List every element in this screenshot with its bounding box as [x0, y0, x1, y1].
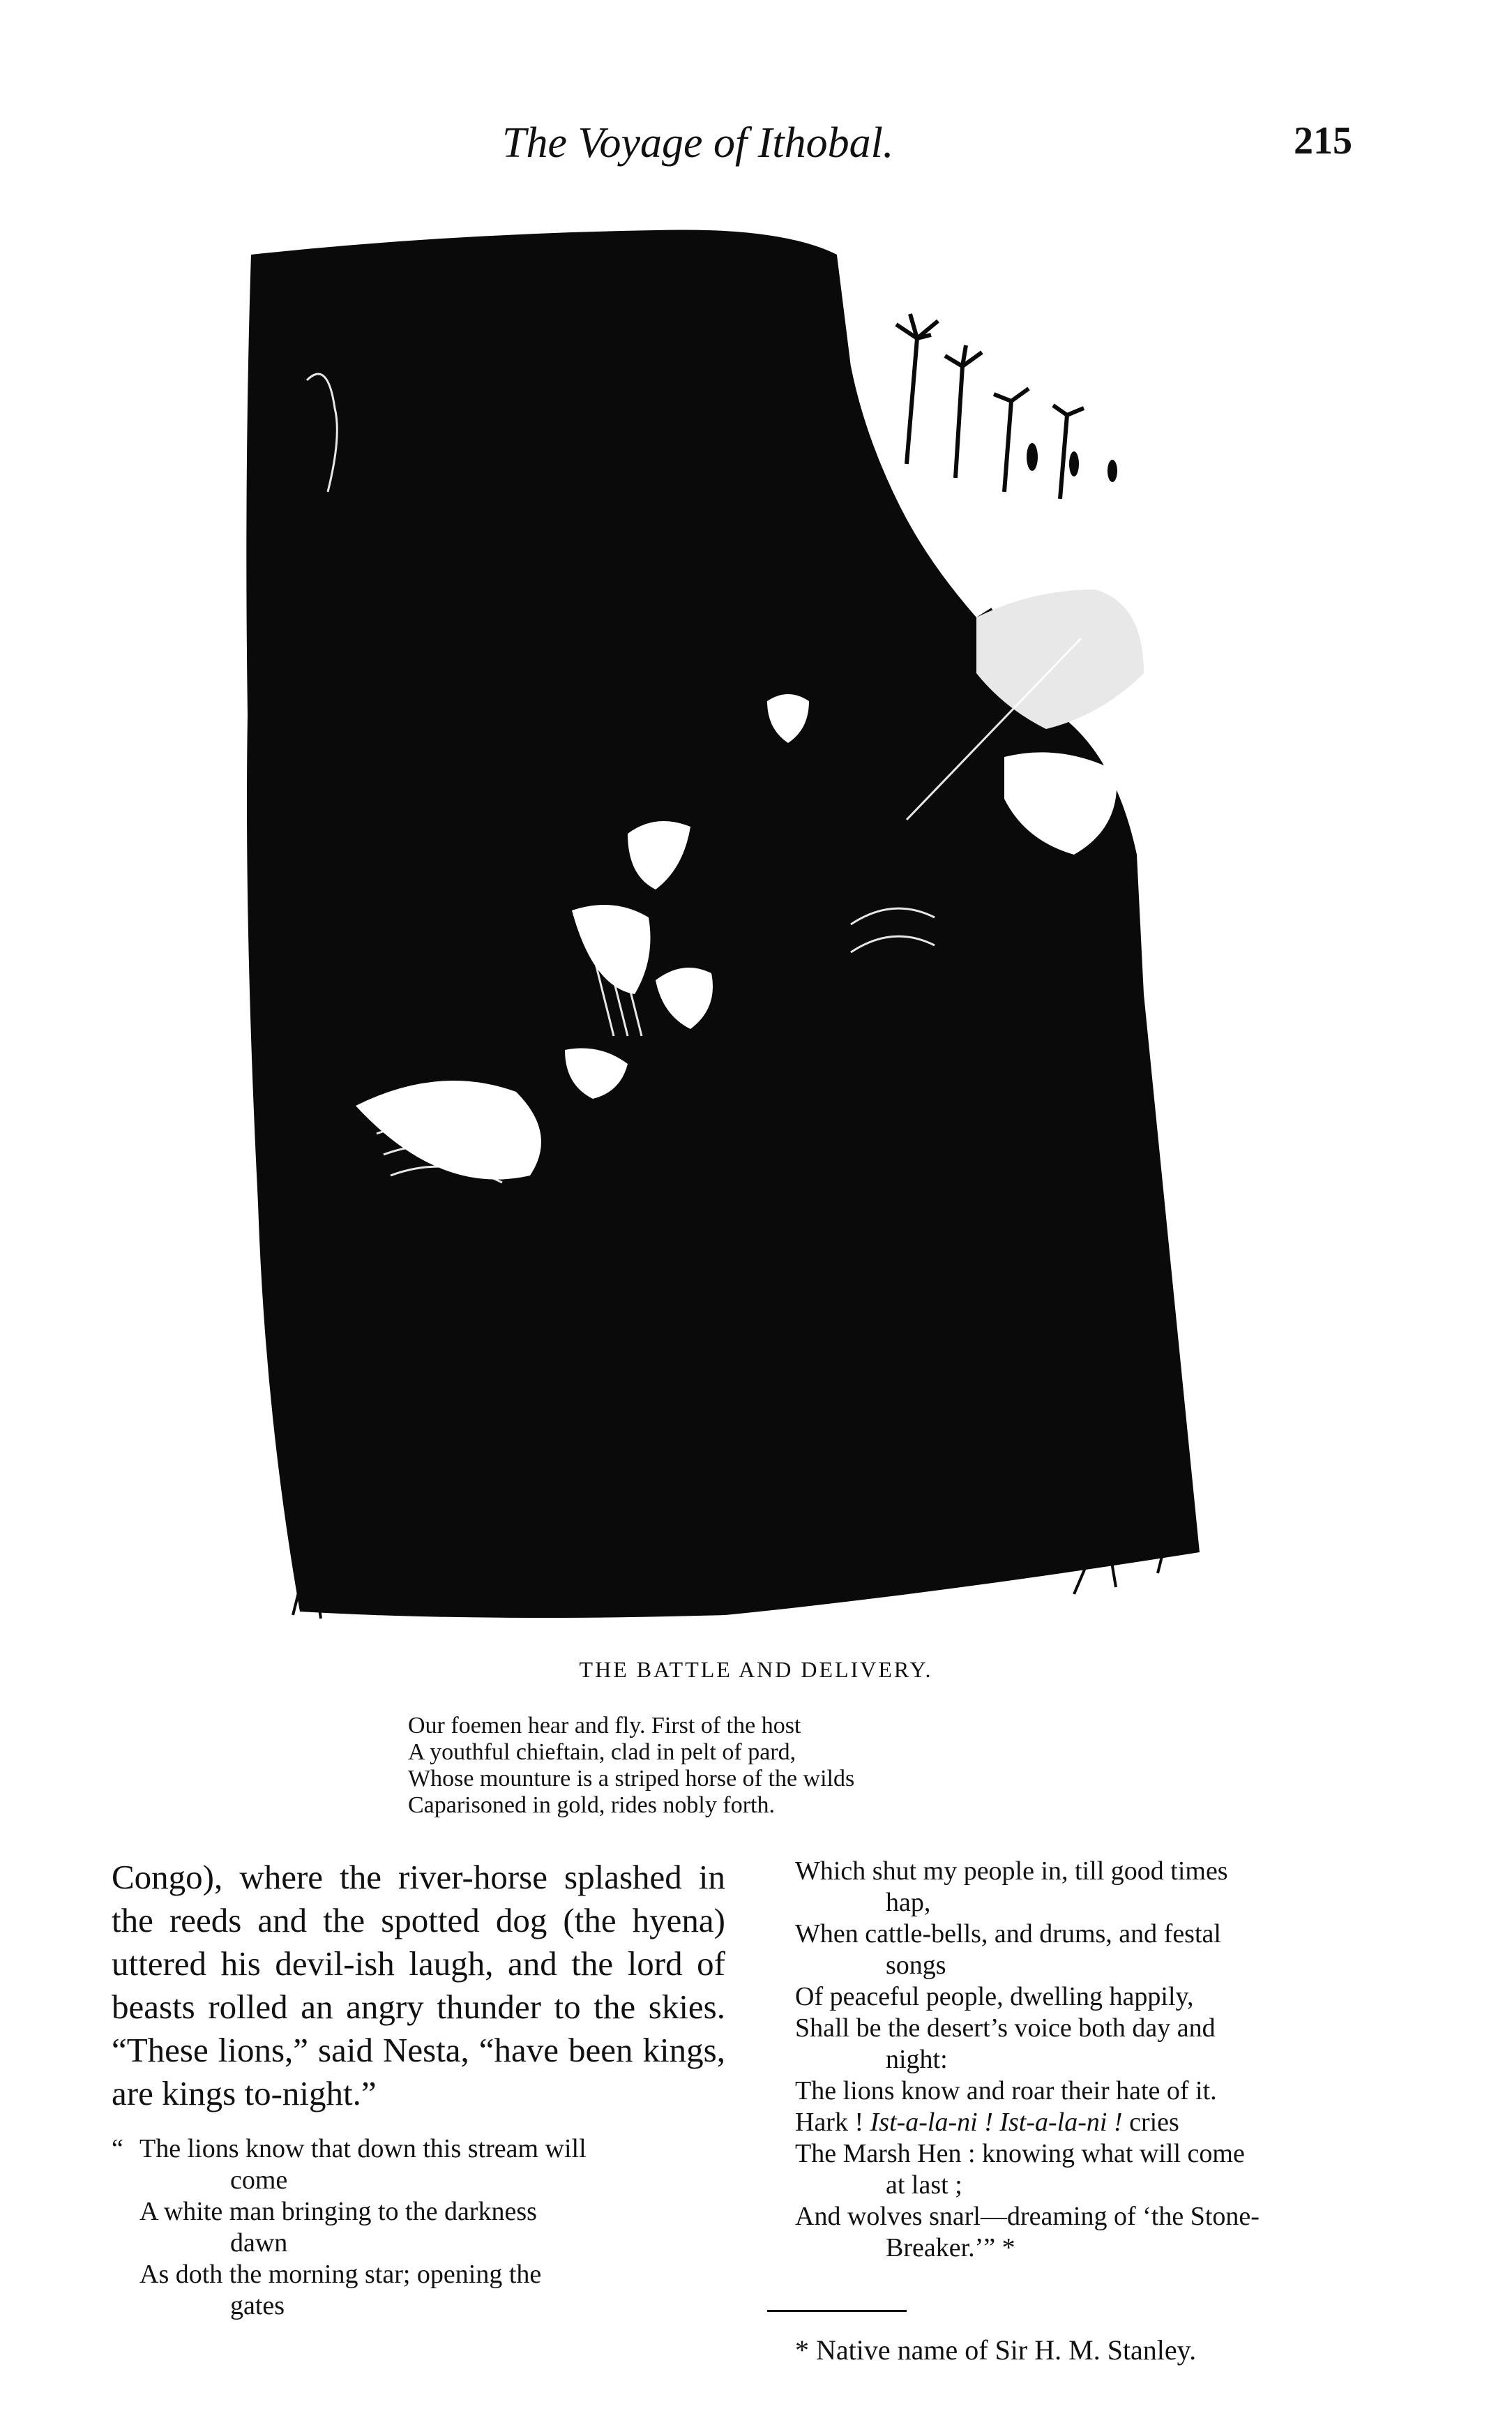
illustration-caption: THE BATTLE AND DELIVERY. [579, 1657, 933, 1682]
verse-line [795, 2013, 1395, 2075]
verse-line [112, 2133, 725, 2196]
verse-line: Whose mounture is a striped horse of the wilds [408, 1766, 855, 1792]
verse-line [795, 2201, 1395, 2264]
verse-continuation: come [230, 2165, 288, 2195]
verse-line [795, 2138, 1395, 2201]
body-paragraph: Congo), where the river-horse splashed in the reeds and the spotted dog (the hyena) uttered his devil-ish laugh, and the lord of beasts rolled an angry thunder to the skies. “These lions,” said Nesta, “have been kings, are kings to-night.” [112, 1858, 725, 2112]
verse-continuation: songs [886, 1951, 946, 1980]
left-column [112, 1856, 725, 2322]
verse-text: The lions know that down this stream will [139, 2134, 587, 2163]
verse-continuation: at last ; [886, 2170, 962, 2200]
verse-continuation: dawn [230, 2228, 288, 2258]
caption-verse [408, 1713, 1175, 1819]
verse-line: Of peaceful people, dwelling happily, [795, 1982, 1194, 2011]
verse-continuation: hap, [886, 1888, 931, 1917]
verse-italic-call: Ist-a-la-ni ! Ist-a-la-ni ! [870, 2108, 1123, 2137]
verse-line: A youthful chieftain, clad in pelt of pard, [408, 1739, 796, 1765]
verse-continuation: night: [886, 2045, 948, 2074]
verse-text: As doth the morning star; opening the [139, 2260, 542, 2289]
verse-line [795, 1856, 1395, 1919]
verse-line: Caparisoned in gold, rides nobly forth. [408, 1792, 775, 1818]
verse-text: And wolves snarl—dreaming of ‘the Stone- [795, 2202, 1260, 2231]
footnote-rule [767, 2310, 907, 2312]
verse-line: The lions know and roar their hate of it. [795, 2076, 1217, 2105]
engraving-illustration [237, 227, 1217, 1622]
quoted-verse [112, 2133, 725, 2322]
verse-line: Our foemen hear and fly. First of the host [408, 1713, 801, 1739]
verse-text: Hark ! [795, 2108, 870, 2137]
verse-text: When cattle-bells, and drums, and festal [795, 1919, 1221, 1949]
right-column-verse [795, 1856, 1395, 2264]
verse-text: cries [1122, 2108, 1179, 2137]
footnote: * Native name of Sir H. M. Stanley. [795, 2334, 1197, 2366]
running-head [0, 119, 1512, 181]
verse-line [112, 2196, 725, 2259]
open-quote: “ [112, 2134, 123, 2163]
page-number: 215 [1294, 119, 1352, 163]
verse-text: Which shut my people in, till good times [795, 1856, 1228, 1886]
verse-text: Shall be the desert’s voice both day and [795, 2013, 1216, 2043]
verse-line [112, 2259, 725, 2322]
verse-line [795, 2107, 1395, 2138]
verse-line [795, 1919, 1395, 1981]
verse-text: The Marsh Hen : knowing what will come [795, 2139, 1245, 2168]
verse-continuation: Breaker.’” * [886, 2233, 1015, 2262]
running-title: The Voyage of Ithobal. [502, 119, 894, 167]
verse-continuation: gates [230, 2291, 285, 2320]
verse-text: A white man bringing to the darkness [139, 2197, 537, 2226]
